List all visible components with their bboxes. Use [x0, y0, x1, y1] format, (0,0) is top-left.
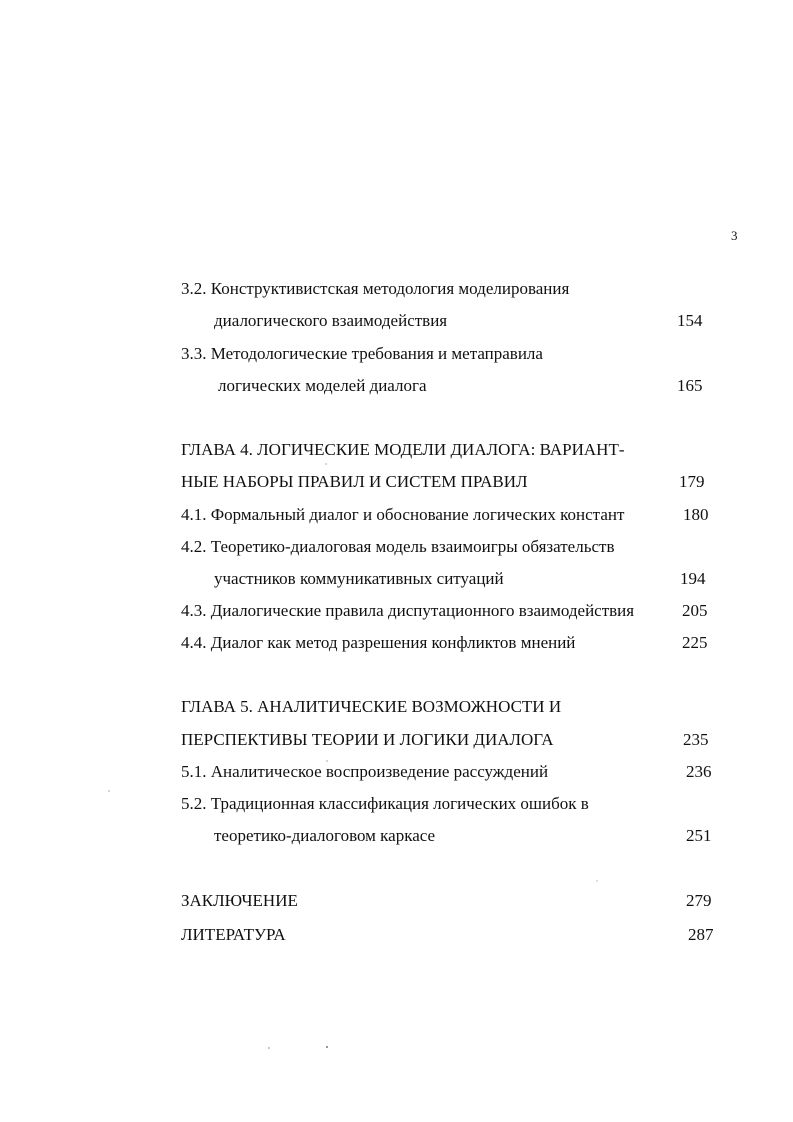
- toc-chapter-5-page: 235: [683, 730, 709, 749]
- toc-entry-3-3-title-line1: 3.3. Методологические требования и метаправила: [181, 344, 543, 363]
- toc-entry-3-3-page: 165: [677, 376, 703, 395]
- toc-entry-4-3-page: 205: [682, 601, 708, 620]
- toc-chapter-5-title-line2: ПЕРСПЕКТИВЫ ТЕОРИИ И ЛОГИКИ ДИАЛОГА: [181, 730, 554, 749]
- toc-entry-3-2-page: 154: [677, 311, 703, 330]
- toc-entry-5-1-page: 236: [686, 762, 712, 781]
- toc-literature-title: ЛИТЕРАТУРА: [181, 925, 286, 944]
- toc-entry-4-2-page: 194: [680, 569, 706, 588]
- scan-speck: [326, 760, 328, 762]
- toc-entry-5-2-title-line2: теоретико-диалоговом каркасе: [214, 826, 436, 845]
- toc-entry-5-1-title: 5.1. Аналитическое воспроизведение рассуждений: [181, 762, 549, 781]
- scan-speck: [108, 790, 110, 792]
- toc-entry-4-1-page: 180: [683, 505, 709, 524]
- toc-entry-5-2-page: 251: [686, 826, 712, 845]
- scan-speck: [326, 1046, 328, 1048]
- scan-speck: [268, 1047, 270, 1049]
- toc-literature-page: 287: [688, 925, 714, 944]
- scan-speck: [596, 880, 598, 882]
- toc-entry-4-1-title: 4.1. Формальный диалог и обоснование логических констант: [181, 505, 625, 524]
- toc-entry-4-2-title-line1: 4.2. Теоретико-диалоговая модель взаимоигры обязательств: [181, 537, 615, 556]
- toc-chapter-4-title-line2: НЫЕ НАБОРЫ ПРАВИЛ И СИСТЕМ ПРАВИЛ: [181, 472, 528, 491]
- page-number: 3: [731, 228, 738, 243]
- toc-chapter-5-title-line1: ГЛАВА 5. АНАЛИТИЧЕСКИЕ ВОЗМОЖНОСТИ И: [181, 697, 562, 716]
- toc-chapter-4-title-line1: ГЛАВА 4. ЛОГИЧЕСКИЕ МОДЕЛИ ДИАЛОГА: ВАРИАНТ-: [181, 440, 625, 459]
- toc-conclusion-page: 279: [686, 891, 712, 910]
- toc-conclusion-title: ЗАКЛЮЧЕНИЕ: [181, 891, 298, 910]
- toc-entry-4-4-page: 225: [682, 633, 708, 652]
- toc-entry-5-2-title-line1: 5.2. Традиционная классификация логических ошибок в: [181, 794, 589, 813]
- toc-entry-3-3-title-line2: логических моделей диалога: [218, 376, 427, 395]
- toc-chapter-4-page: 179: [679, 472, 705, 491]
- toc-entry-4-3-title: 4.3. Диалогические правила диспутационного взаимодействия: [181, 601, 635, 620]
- scan-speck: [325, 463, 327, 465]
- toc-entry-4-4-title: 4.4. Диалог как метод разрешения конфликтов мнений: [181, 633, 576, 652]
- toc-entry-4-2-title-line2: участников коммуникативных ситуаций: [214, 569, 504, 588]
- toc-entry-3-2-title-line1: 3.2. Конструктивистская методология моделирования: [181, 279, 570, 298]
- toc-entry-3-2-title-line2: диалогического взаимодействия: [214, 311, 448, 330]
